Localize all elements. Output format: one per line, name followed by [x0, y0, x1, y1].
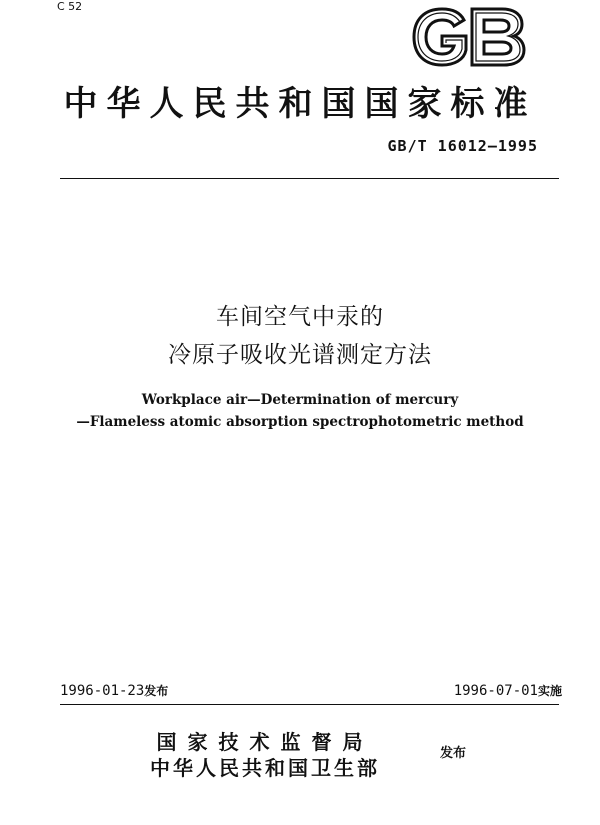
bottom-divider — [60, 704, 559, 705]
implement-date-value: 1996-07-01 — [453, 683, 538, 699]
issuer-ministry-of-health: 中华人民共和国卫生部 — [150, 756, 380, 780]
english-title-line2: —Flameless atomic absorption spectrophotometric method — [76, 414, 524, 430]
classification-code: C 52 — [57, 0, 83, 13]
chinese-title-line1: 车间空气中汞的 — [216, 304, 384, 330]
publish-date-suffix: 发布 — [144, 684, 169, 698]
implement-date-suffix: 实施 — [537, 684, 562, 698]
standard-number: GB/T 16012—1995 — [387, 137, 538, 155]
implement-date — [454, 682, 562, 699]
top-divider — [60, 178, 559, 179]
gb-logo-icon — [410, 6, 526, 68]
publish-date — [60, 682, 168, 699]
chinese-title-line2: 冷原子吸收光谱测定方法 — [168, 342, 432, 368]
issue-label: 发布 — [440, 746, 467, 761]
english-title-line1: Workplace air—Determination of mercury — [141, 392, 459, 408]
national-standard-title: 中华人民共和国国家标准 — [63, 84, 537, 124]
publish-date-value: 1996-01-23 — [60, 683, 145, 699]
issuer-state-bureau: 国家技术监督局 — [156, 730, 374, 754]
